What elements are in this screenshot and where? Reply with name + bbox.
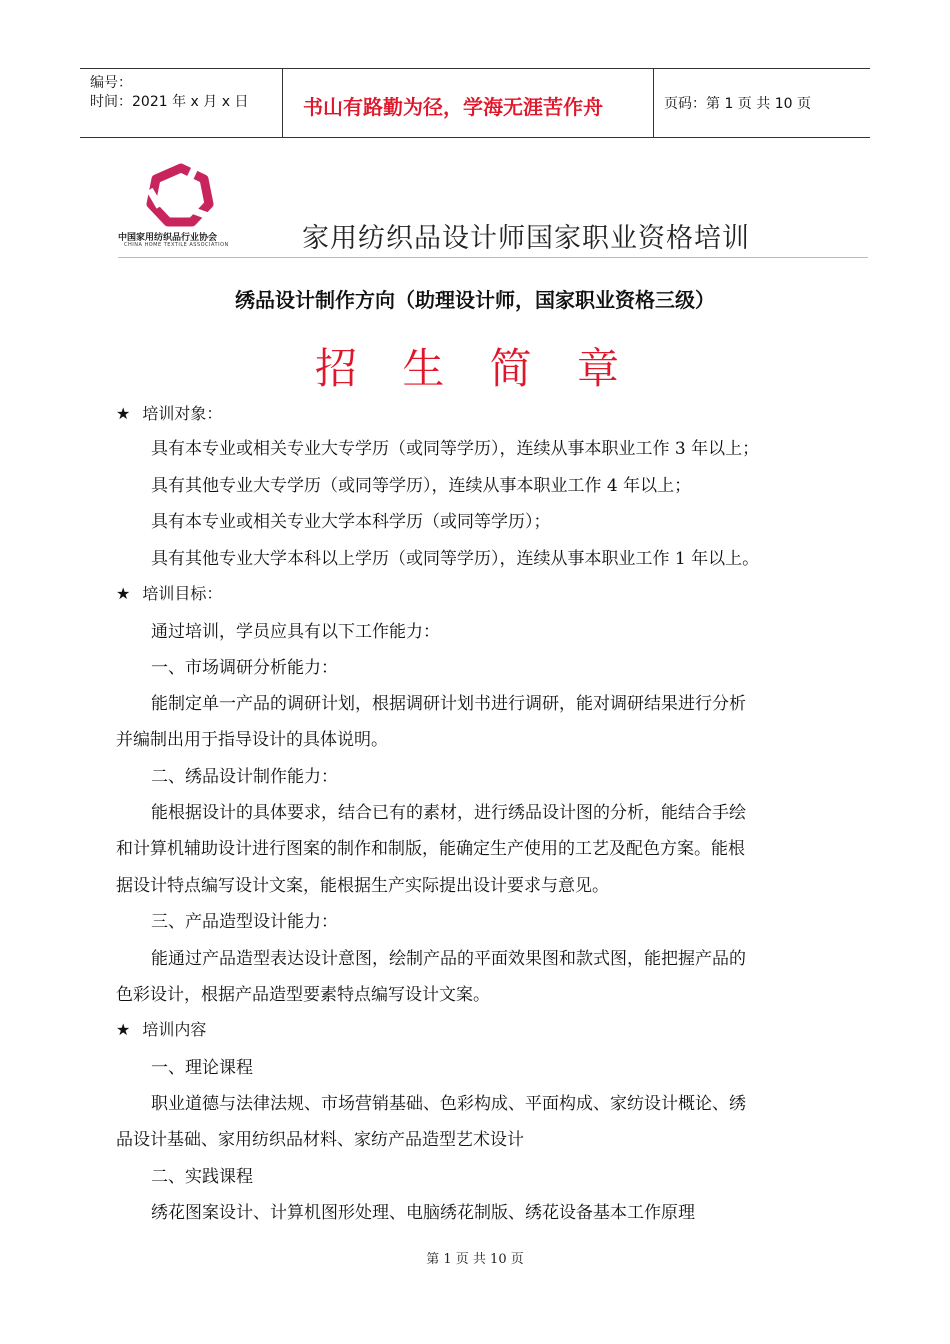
- paragraph-line: 职业道德与法律法规、市场营销基础、色彩构成、平面构成、家纺设计概论、绣: [151, 1094, 746, 1114]
- subheading: 二、实践课程: [151, 1167, 253, 1187]
- motto-text: 书山有路勤为径，学海无涯苦作舟: [303, 95, 603, 119]
- paragraph-line: 能通过产品造型表达设计意图，绘制产品的平面效果图和款式图，能把握产品的: [151, 949, 746, 969]
- subheading: 一、市场调研分析能力：: [151, 658, 338, 678]
- document-number: 编号：: [90, 75, 132, 91]
- association-logo: [118, 160, 253, 250]
- paragraph-line: 据设计特点编写设计文案，能根据生产实际提出设计要求与意见。: [116, 876, 609, 896]
- paragraph-line: 绣花图案设计、计算机图形处理、电脑绣花制版、绣花设备基本工作原理: [151, 1203, 695, 1223]
- paragraph-line: 能根据设计的具体要求，结合已有的素材，进行绣品设计图的分析，能结合手绘: [151, 803, 746, 823]
- paragraph-line: 和计算机辅助设计进行图案的制作和制版，能确定生产使用的工艺及配色方案。能根: [116, 839, 745, 859]
- subheading: 二、绣品设计制作能力：: [151, 767, 338, 787]
- logo-caption: 中国家用纺织品行业协会: [118, 233, 218, 243]
- list-item: 具有本专业或相关专业大学本科学历（或同等学历）；: [151, 512, 551, 532]
- list-item: 具有本专业或相关专业大专学历（或同等学历），连续从事本职业工作 3 年以上；: [151, 439, 760, 459]
- document-time: 时间：2021 年 x 月 x 日: [90, 94, 249, 110]
- paragraph-line: 能制定单一产品的调研计划，根据调研计划书进行调研，能对调研结果进行分析: [151, 694, 746, 714]
- paragraph-line: 品设计基础、家用纺织品材料、家纺产品造型艺术设计: [116, 1130, 524, 1150]
- page-footer: 第 1 页 共 10 页: [426, 1252, 524, 1267]
- subheading: 一、理论课程: [151, 1058, 253, 1078]
- section-title: 培训内容: [142, 1020, 207, 1039]
- section-heading-content: [116, 1017, 206, 1040]
- section-heading-goal: [116, 581, 222, 604]
- star-icon: ★: [116, 584, 131, 603]
- section-heading-target: [116, 401, 222, 424]
- page-info: 页码：第 1 页 共 10 页: [664, 96, 811, 112]
- subheading: 三、产品造型设计能力：: [151, 912, 338, 932]
- star-icon: ★: [116, 404, 131, 423]
- header-meta-cell: [80, 69, 283, 137]
- paragraph-line: 并编制出用于指导设计的具体说明。: [116, 730, 388, 750]
- page-title: 招 生 简 章: [314, 344, 636, 393]
- org-title: 家用纺织品设计师国家职业资格培训: [302, 223, 750, 254]
- document-subtitle: 绣品设计制作方向（助理设计师，国家职业资格三级）: [235, 288, 715, 312]
- section-title: 培训目标：: [142, 584, 223, 603]
- hexagon-ring-logo-icon: [118, 160, 253, 232]
- star-icon: ★: [116, 1020, 131, 1039]
- list-item: 具有其他专业大学本科以上学历（或同等学历），连续从事本职业工作 1 年以上。: [151, 549, 760, 569]
- header-divider: [118, 257, 868, 258]
- document-header: [80, 68, 870, 138]
- logo-caption-en: CHINA HOME TEXTILE ASSOCIATION: [124, 242, 229, 248]
- list-item: 具有其他专业大专学历（或同等学历），连续从事本职业工作 4 年以上；: [151, 476, 692, 496]
- header-motto-cell: [283, 69, 654, 137]
- section-title: 培训对象：: [142, 404, 223, 423]
- paragraph-line: 通过培训，学员应具有以下工作能力：: [151, 622, 440, 642]
- paragraph-line: 色彩设计，根据产品造型要素特点编写设计文案。: [116, 985, 490, 1005]
